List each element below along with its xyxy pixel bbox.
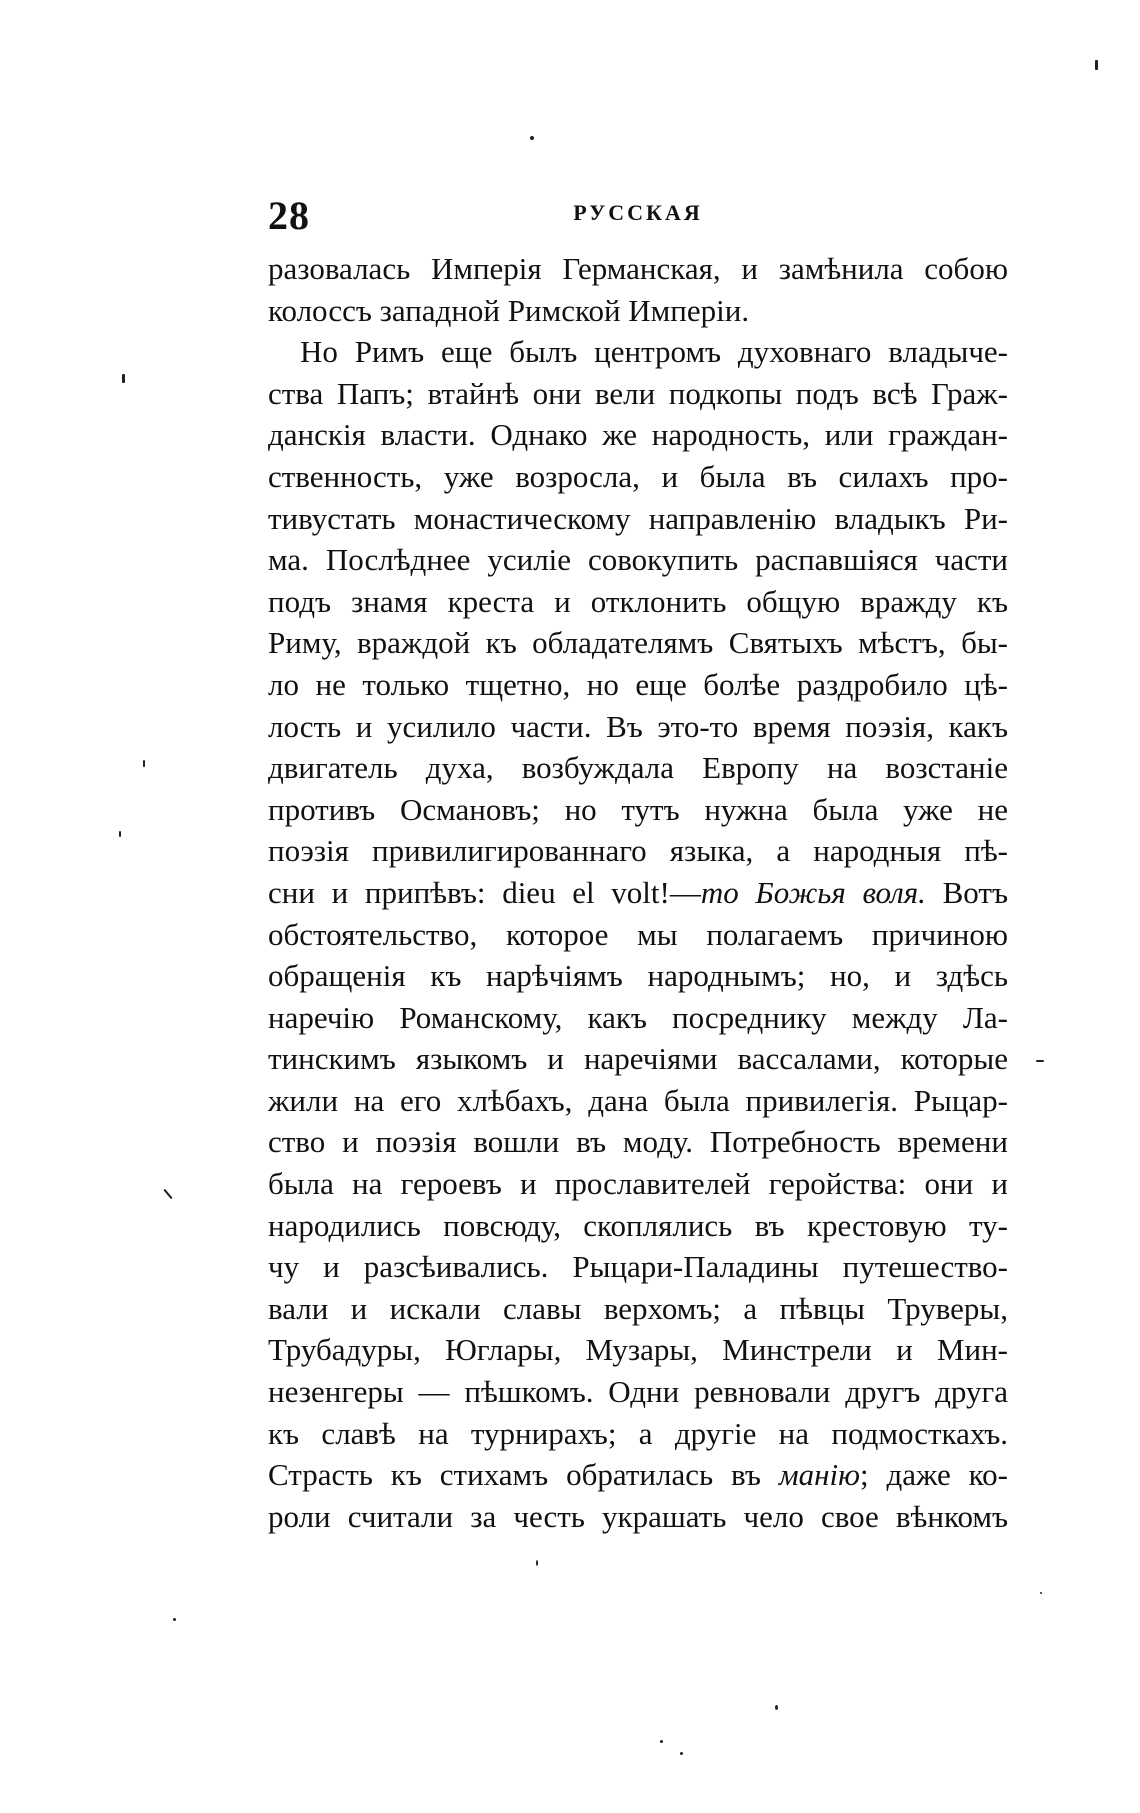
- text-line: тивустать монастическому направленію владыкъ Ри-: [268, 500, 1008, 536]
- text-line: къ славѣ на турнирахъ; а другіе на подмосткахъ.: [268, 1415, 1008, 1451]
- text-line: обращенія къ нарѣчіямъ народнымъ; но, и здѣсь: [268, 958, 1008, 994]
- body-text: [268, 248, 1008, 1537]
- text-line: роли считали за честь украшать чело свое вѣнкомъ: [268, 1498, 1008, 1534]
- text-line: незенгеры — пѣшкомъ. Одни ревновали другъ друга: [268, 1374, 1008, 1410]
- text-line: лость и усилило части. Въ это-то время поэзія, какъ: [268, 708, 1008, 744]
- text-line-mixed: [268, 1454, 1008, 1496]
- text-line: народились повсюду, скоплялись въ крестовую ту-: [268, 1207, 1008, 1243]
- scan-speck: [536, 1560, 538, 1566]
- text-line: Но Римъ еще былъ центромъ духовнаго владыче-: [300, 334, 1008, 370]
- scan-speck: [775, 1705, 778, 1710]
- text-line: Риму, враждой къ обладателямъ Святыхъ мѣстъ, бы-: [268, 625, 1008, 661]
- text-line: подъ знамя креста и отклонить общую вражду къ: [268, 583, 1008, 619]
- text-line: поэзія привилигированнаго языка, а народныя пѣ-: [268, 833, 1008, 869]
- scan-speck: [1040, 1592, 1042, 1594]
- text-line: ства Папъ; втайнѣ они вели подкопы подъ всѣ Граж-: [268, 375, 1008, 411]
- scan-speck: [119, 831, 121, 837]
- text-segment: сни и припѣвъ: dieu el volt!—: [268, 874, 701, 910]
- italic-segment: то Божья воля.: [700, 874, 926, 910]
- scan-speck: [173, 1618, 176, 1621]
- text-line: двигатель духа, возбуждала Европу на возстаніе: [268, 750, 1008, 786]
- text-line: обстоятельство, которое мы полагаемъ причиною: [268, 916, 1008, 952]
- scan-speck: [530, 136, 534, 140]
- text-segment: Вотъ: [925, 874, 1008, 910]
- scan-speck: [1036, 1060, 1044, 1062]
- text-line: ло не только тщетно, но еще болѣе раздробило цѣ-: [268, 666, 1008, 702]
- text-line: данскія власти. Однако же народность, или граждан-: [268, 417, 1008, 453]
- text-segment: ; даже ко-: [859, 1457, 1008, 1493]
- text-line: вали и искали славы верхомъ; а пѣвцы Труверы,: [268, 1290, 1008, 1326]
- text-line: чу и разсѣивались. Рыцари-Паладины путешество-: [268, 1249, 1008, 1285]
- text-line: колоссъ западной Римской Имперіи.: [268, 292, 750, 328]
- text-line: ма. Послѣднее усиліе совокупить распавшіяся части: [268, 542, 1008, 578]
- text-line-mixed: [268, 872, 1008, 914]
- text-line: ство и поэзія вошли въ моду. Потребность времени: [268, 1124, 1008, 1160]
- scan-speck: [1095, 60, 1098, 70]
- scan-speck: [660, 1740, 663, 1743]
- text-line: ственность, уже возросла, и была въ силахъ про-: [268, 458, 1008, 494]
- scan-speck: [680, 1752, 683, 1755]
- text-line: разовалась Имперія Германская, и замѣнила собою: [268, 251, 1008, 286]
- text-line: Трубадуры, Юглары, Музары, Минстрели и Мин-: [268, 1332, 1008, 1368]
- text-line: была на героевъ и прославителей геройства: они и: [268, 1166, 1008, 1202]
- scan-speck: [163, 1189, 172, 1199]
- text-line: наречію Романскому, какъ посреднику между Ла-: [268, 999, 1008, 1035]
- scan-speck: [143, 760, 145, 767]
- text-line: противъ Османовъ; но тутъ нужна была уже не: [268, 791, 1008, 827]
- italic-segment: манію: [778, 1457, 860, 1493]
- page-header: [268, 192, 1008, 242]
- page-number: 28: [268, 193, 310, 238]
- text-line: тинскимъ языкомъ и наречіями вассалами, которые: [268, 1041, 1008, 1077]
- text-segment: Страсть къ стихамъ обратилась въ: [268, 1457, 779, 1493]
- text-line: жили на его хлѣбахъ, дана была привилегія. Рыцар-: [268, 1082, 1008, 1118]
- scan-speck: [122, 374, 125, 383]
- running-head: РУССКАЯ: [573, 200, 703, 225]
